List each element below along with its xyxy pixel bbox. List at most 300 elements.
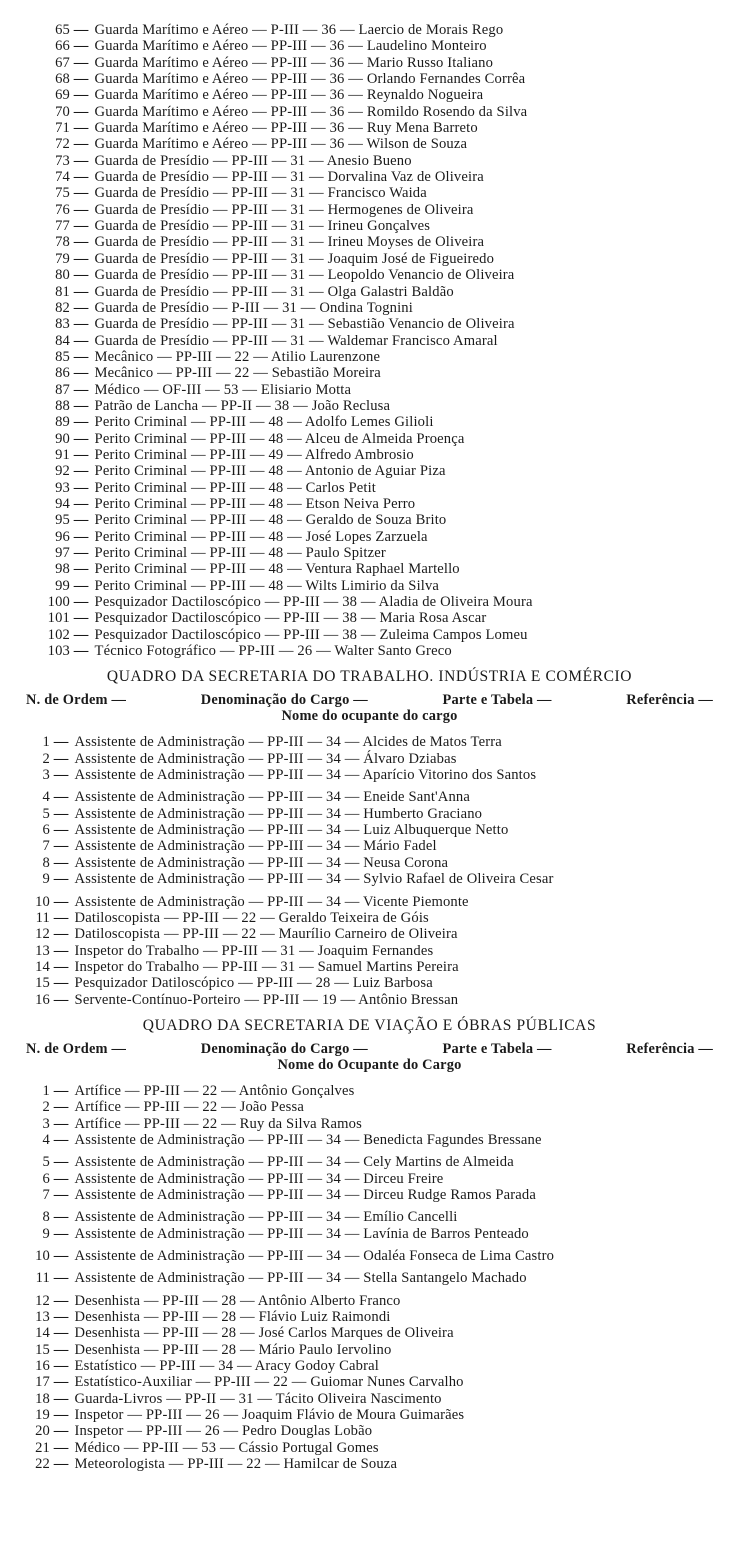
entry-text: Assistente de Administração — PP-III — 34 — Cely Martins de Almeida xyxy=(74,1154,514,1171)
list-item xyxy=(0,894,731,910)
header-referencia: Referência — xyxy=(626,1040,713,1057)
list-item xyxy=(0,1099,731,1115)
list-item xyxy=(0,22,731,38)
order-number: 83 xyxy=(55,316,70,333)
list-item xyxy=(0,71,731,87)
separator-dash: — xyxy=(50,909,69,926)
header-nome-ocupante: Nome do ocupante do cargo xyxy=(281,708,458,725)
entry-text: Pesquizador Dactiloscópico — PP-III — 38 — Aladia de Oliveira Moura xyxy=(94,594,533,611)
list-item xyxy=(0,1083,731,1099)
separator-dash: — xyxy=(50,1374,69,1391)
entry-text: Guarda de Presídio — PP-III — 31 — Leopoldo Venancio de Oliveira xyxy=(94,267,515,284)
list-item xyxy=(0,751,731,767)
separator-dash: — xyxy=(70,348,89,365)
list-item xyxy=(0,87,731,103)
entry-text: Perito Criminal — PP-III — 48 — Adolfo Lemes Gilioli xyxy=(94,414,434,431)
entry-text: Perito Criminal — PP-III — 48 — Alceu de Almeida Proença xyxy=(94,430,465,447)
entry-text: Datiloscopista — PP-III — 22 — Maurílio Carneiro de Oliveira xyxy=(74,926,458,943)
separator-dash: — xyxy=(50,805,69,822)
separator-dash: — xyxy=(50,1186,69,1203)
entry-text: Assistente de Administração — PP-III — 34 — Dirceu Freire xyxy=(74,1170,444,1187)
order-number: 90 xyxy=(55,430,70,447)
entry-text: Assistente de Administração — PP-III — 34 — Benedicta Fagundes Bressane xyxy=(74,1131,542,1148)
separator-dash: — xyxy=(50,1292,69,1309)
order-number: 4 xyxy=(42,1131,50,1148)
entry-text: Estatístico — PP-III — 34 — Aracy Godoy Cabral xyxy=(74,1358,379,1375)
order-number: 12 xyxy=(35,1292,50,1309)
separator-dash: — xyxy=(50,975,69,992)
personnel-list-continued xyxy=(0,22,731,659)
separator-dash: — xyxy=(50,1439,69,1456)
order-number: 78 xyxy=(55,234,70,251)
order-number: 101 xyxy=(47,610,70,627)
separator-dash: — xyxy=(70,152,89,169)
entry-text: Guarda Marítimo e Aéreo — PP-III — 36 — Mario Russo Italiano xyxy=(94,54,494,71)
order-number: 79 xyxy=(55,250,70,267)
personnel-list-trabalho xyxy=(0,734,731,1008)
list-item xyxy=(0,169,731,185)
order-number: 70 xyxy=(55,103,70,120)
entry-text: Médico — PP-III — 53 — Cássio Portugal Gomes xyxy=(74,1439,379,1456)
order-number: 1 xyxy=(42,1082,50,1099)
order-number: 15 xyxy=(35,975,50,992)
list-item xyxy=(0,1456,731,1472)
header-nome-ocupante: Nome do Ocupante do Cargo xyxy=(277,1056,462,1073)
order-number: 89 xyxy=(55,414,70,431)
column-header-viacao xyxy=(0,1041,731,1073)
section-title-trabalho: QUADRO DA SECRETARIA DO TRABALHO. INDÚSTRIA E COMÉRCIO xyxy=(106,668,633,686)
list-item xyxy=(0,1309,731,1325)
order-number: 87 xyxy=(55,381,70,398)
entry-text: Perito Criminal — PP-III — 49 — Alfredo Ambrosio xyxy=(94,446,414,463)
entry-text: Assistente de Administração — PP-III — 34 — Odaléa Fonseca de Lima Castro xyxy=(74,1248,555,1264)
list-item xyxy=(0,1116,731,1132)
separator-dash: — xyxy=(50,854,69,871)
separator-dash: — xyxy=(50,838,69,855)
separator-dash: — xyxy=(50,926,69,943)
separator-dash: — xyxy=(70,430,89,447)
order-number: 13 xyxy=(35,1309,50,1326)
order-number: 91 xyxy=(55,446,70,463)
order-number: 11 xyxy=(35,1270,50,1287)
list-item xyxy=(0,153,731,169)
list-item xyxy=(0,300,731,316)
order-number: 93 xyxy=(55,479,70,496)
entry-text: Pesquizador Dactiloscópico — PP-III — 38 — Zuleima Campos Lomeu xyxy=(94,626,528,643)
list-item xyxy=(0,959,731,975)
separator-dash: — xyxy=(70,545,89,561)
separator-dash: — xyxy=(50,789,69,806)
entry-text: Guarda de Presídio — PP-III — 31 — Waldemar Francisco Amaral xyxy=(94,332,498,349)
separator-dash: — xyxy=(70,414,89,431)
order-number: 5 xyxy=(42,1154,50,1171)
order-number: 19 xyxy=(35,1407,50,1424)
order-number: 74 xyxy=(55,169,70,186)
separator-dash: — xyxy=(70,234,89,251)
entry-text: Artífice — PP-III — 22 — Ruy da Silva Ramos xyxy=(74,1115,362,1132)
header-referencia: Referência — xyxy=(626,692,713,709)
entry-text: Assistente de Administração — PP-III — 34 — Aparício Vitorino dos Santos xyxy=(74,767,537,784)
entry-text: Técnico Fotográfico — PP-III — 26 — Walter Santo Greco xyxy=(94,643,452,660)
order-number: 14 xyxy=(35,1325,50,1342)
entry-text: Desenhista — PP-III — 28 — José Carlos Marques de Oliveira xyxy=(74,1325,454,1342)
entry-text: Datiloscopista — PP-III — 22 — Geraldo Teixeira de Góis xyxy=(74,909,429,926)
entry-text: Pesquizador Datiloscópico — PP-III — 28 — Luiz Barbosa xyxy=(74,975,433,992)
separator-dash: — xyxy=(70,218,89,235)
entry-text: Médico — OF-III — 53 — Elisiario Motta xyxy=(94,381,352,398)
entry-text: Assistente de Administração — PP-III — 34 — Álvaro Dziabas xyxy=(74,750,457,767)
list-item xyxy=(0,1423,731,1439)
list-item xyxy=(0,480,731,496)
order-number: 96 xyxy=(55,528,70,545)
entry-text: Guarda Marítimo e Aéreo — PP-III — 36 — Ruy Mena Barreto xyxy=(94,120,478,137)
separator-dash: — xyxy=(50,893,69,910)
list-item xyxy=(0,398,731,414)
separator-dash: — xyxy=(70,54,89,71)
separator-dash: — xyxy=(70,365,89,382)
separator-dash: — xyxy=(70,87,89,104)
order-number: 75 xyxy=(55,185,70,202)
entry-text: Guarda de Presídio — PP-III — 31 — Irineu Moyses de Oliveira xyxy=(94,234,485,251)
order-number: 21 xyxy=(35,1439,50,1456)
list-item xyxy=(0,627,731,643)
entry-text: Assistente de Administração — PP-III — 34 — Stella Santangelo Machado xyxy=(74,1270,527,1287)
separator-dash: — xyxy=(50,1358,69,1375)
order-number: 100 xyxy=(47,594,70,611)
header-ordem: N. de Ordem — xyxy=(26,1040,127,1057)
entry-text: Guarda de Presídio — PP-III — 31 — Olga Galastri Baldão xyxy=(94,283,454,300)
separator-dash: — xyxy=(70,610,89,627)
order-number: 3 xyxy=(42,767,50,784)
separator-dash: — xyxy=(70,22,89,38)
order-number: 98 xyxy=(55,561,70,578)
list-item xyxy=(0,992,731,1008)
entry-text: Guarda Marítimo e Aéreo — PP-III — 36 — Orlando Fernandes Corrêa xyxy=(94,71,526,88)
order-number: 13 xyxy=(35,942,50,959)
entry-text: Guarda Marítimo e Aéreo — PP-III — 36 — Reynaldo Nogueira xyxy=(94,87,484,104)
separator-dash: — xyxy=(50,750,69,767)
list-item xyxy=(0,333,731,349)
separator-dash: — xyxy=(50,1390,69,1407)
list-item xyxy=(0,610,731,626)
entry-text: Perito Criminal — PP-III — 48 — Geraldo de Souza Brito xyxy=(94,512,447,529)
list-item xyxy=(0,975,731,991)
order-number: 6 xyxy=(42,822,50,839)
entry-text: Assistente de Administração — PP-III — 34 — Vicente Piemonte xyxy=(74,893,469,910)
separator-dash: — xyxy=(70,479,89,496)
separator-dash: — xyxy=(70,316,89,333)
separator-dash: — xyxy=(70,283,89,300)
order-number: 65 xyxy=(55,22,70,38)
separator-dash: — xyxy=(70,463,89,480)
list-item xyxy=(0,267,731,283)
separator-dash: — xyxy=(50,1154,69,1171)
entry-text: Perito Criminal — PP-III — 48 — Paulo Spitzer xyxy=(94,545,386,561)
entry-text: Guarda de Presídio — PP-III — 31 — Anesio Bueno xyxy=(94,152,412,169)
order-number: 10 xyxy=(35,1248,50,1264)
separator-dash: — xyxy=(70,267,89,284)
list-item xyxy=(0,463,731,479)
header-cargo: Denominação do Cargo — xyxy=(200,692,368,709)
entry-text: Meteorologista — PP-III — 22 — Hamilcar de Souza xyxy=(74,1456,398,1473)
entry-text: Inspetor — PP-III — 26 — Pedro Douglas Lobão xyxy=(74,1423,373,1440)
order-number: 84 xyxy=(55,332,70,349)
order-number: 7 xyxy=(42,1186,50,1203)
order-number: 20 xyxy=(35,1423,50,1440)
list-item xyxy=(0,234,731,250)
order-number: 66 xyxy=(55,38,70,55)
list-item xyxy=(0,1270,731,1286)
header-parte-tabela: Parte e Tabela — xyxy=(442,692,552,709)
entry-text: Desenhista — PP-III — 28 — Mário Paulo Iervolino xyxy=(74,1341,392,1358)
separator-dash: — xyxy=(50,871,69,888)
separator-dash: — xyxy=(50,991,69,1008)
list-item xyxy=(0,496,731,512)
order-number: 5 xyxy=(42,805,50,822)
separator-dash: — xyxy=(70,528,89,545)
list-item xyxy=(0,202,731,218)
separator-dash: — xyxy=(70,446,89,463)
list-item xyxy=(0,382,731,398)
order-number: 94 xyxy=(55,495,70,512)
list-item xyxy=(0,38,731,54)
separator-dash: — xyxy=(50,1423,69,1440)
order-number: 97 xyxy=(55,545,70,561)
order-number: 102 xyxy=(47,626,70,643)
order-number: 16 xyxy=(35,991,50,1008)
list-item xyxy=(0,136,731,152)
list-item xyxy=(0,1187,731,1203)
order-number: 71 xyxy=(55,120,70,137)
separator-dash: — xyxy=(70,512,89,529)
list-item xyxy=(0,316,731,332)
list-item xyxy=(0,1391,731,1407)
entry-text: Assistente de Administração — PP-III — 34 — Dirceu Rudge Ramos Parada xyxy=(74,1186,537,1203)
entry-text: Inspetor do Trabalho — PP-III — 31 — Joaquim Fernandes xyxy=(74,942,434,959)
separator-dash: — xyxy=(50,1341,69,1358)
entry-text: Guarda de Presídio — PP-III — 31 — Irineu Gonçalves xyxy=(94,218,431,235)
separator-dash: — xyxy=(70,643,89,660)
entry-text: Guarda Marítimo e Aéreo — PP-III — 36 — Romildo Rosendo da Silva xyxy=(94,103,528,120)
order-number: 92 xyxy=(55,463,70,480)
order-number: 22 xyxy=(35,1456,50,1473)
separator-dash: — xyxy=(70,397,89,414)
list-item xyxy=(0,1374,731,1390)
list-item xyxy=(0,185,731,201)
list-item xyxy=(0,447,731,463)
list-item xyxy=(0,1440,731,1456)
list-item xyxy=(0,120,731,136)
entry-text: Perito Criminal — PP-III — 48 — Ventura Raphael Martello xyxy=(94,561,460,578)
list-item xyxy=(0,1358,731,1374)
order-number: 67 xyxy=(55,54,70,71)
separator-dash: — xyxy=(70,594,89,611)
list-item xyxy=(0,643,731,659)
separator-dash: — xyxy=(70,169,89,186)
order-number: 81 xyxy=(55,283,70,300)
list-item xyxy=(0,104,731,120)
entry-text: Inspetor — PP-III — 26 — Joaquim Flávio de Moura Guimarães xyxy=(74,1407,465,1424)
order-number: 85 xyxy=(55,348,70,365)
entry-text: Assistente de Administração — PP-III — 34 — Neusa Corona xyxy=(74,854,449,871)
entry-text: Guarda-Livros — PP-II — 31 — Tácito Oliveira Nascimento xyxy=(74,1390,442,1407)
entry-text: Guarda de Presídio — P-III — 31 — Ondina Tognini xyxy=(94,299,413,316)
entry-text: Perito Criminal — PP-III — 48 — Etson Neiva Perro xyxy=(94,495,416,512)
list-item xyxy=(0,594,731,610)
order-number: 76 xyxy=(55,201,70,218)
list-item xyxy=(0,1248,731,1264)
entry-text: Assistente de Administração — PP-III — 34 — Eneide Sant'Anna xyxy=(74,789,471,806)
section-title-viacao: QUADRO DA SECRETARIA DE VIAÇÃO E ÓBRAS PÚBLICAS xyxy=(142,1016,597,1034)
separator-dash: — xyxy=(50,1407,69,1424)
separator-dash: — xyxy=(70,495,89,512)
entry-text: Guarda de Presídio — PP-III — 31 — Hermogenes de Oliveira xyxy=(94,201,474,218)
list-item xyxy=(0,943,731,959)
order-number: 86 xyxy=(55,365,70,382)
order-number: 1 xyxy=(42,734,50,751)
separator-dash: — xyxy=(70,201,89,218)
entry-text: Assistente de Administração — PP-III — 34 — Emílio Cancelli xyxy=(74,1209,458,1226)
entry-text: Assistente de Administração — PP-III — 34 — Mário Fadel xyxy=(74,838,437,855)
list-item xyxy=(0,578,731,594)
entry-text: Desenhista — PP-III — 28 — Antônio Alberto Franco xyxy=(74,1292,401,1309)
entry-text: Assistente de Administração — PP-III — 34 — Humberto Graciano xyxy=(74,805,483,822)
separator-dash: — xyxy=(70,120,89,137)
separator-dash: — xyxy=(70,185,89,202)
order-number: 7 xyxy=(42,838,50,855)
separator-dash: — xyxy=(50,1170,69,1187)
order-number: 77 xyxy=(55,218,70,235)
order-number: 17 xyxy=(35,1374,50,1391)
list-item xyxy=(0,838,731,854)
order-number: 72 xyxy=(55,136,70,153)
separator-dash: — xyxy=(50,958,69,975)
list-item xyxy=(0,218,731,234)
entry-text: Guarda Marítimo e Aéreo — PP-III — 36 — Laudelino Monteiro xyxy=(94,38,487,55)
list-item xyxy=(0,431,731,447)
separator-dash: — xyxy=(70,561,89,578)
order-number: 18 xyxy=(35,1390,50,1407)
order-number: 16 xyxy=(35,1358,50,1375)
list-item xyxy=(0,910,731,926)
entry-text: Patrão de Lancha — PP-II — 38 — João Reclusa xyxy=(94,397,391,414)
list-item xyxy=(0,806,731,822)
list-item xyxy=(0,871,731,887)
list-item xyxy=(0,1407,731,1423)
order-number: 8 xyxy=(42,1209,50,1226)
list-item xyxy=(0,251,731,267)
entry-text: Mecânico — PP-III — 22 — Sebastião Moreira xyxy=(94,365,381,382)
list-item xyxy=(0,512,731,528)
entry-text: Artífice — PP-III — 22 — João Pessa xyxy=(74,1099,304,1116)
list-item xyxy=(0,1293,731,1309)
order-number: 95 xyxy=(55,512,70,529)
order-number: 68 xyxy=(55,71,70,88)
list-item xyxy=(0,561,731,577)
entry-text: Artífice — PP-III — 22 — Antônio Gonçalves xyxy=(74,1082,355,1099)
list-item xyxy=(0,1154,731,1170)
entry-text: Guarda de Presídio — PP-III — 31 — Joaquim José de Figueiredo xyxy=(94,250,495,267)
entry-text: Servente-Contínuo-Porteiro — PP-III — 19 — Antônio Bressan xyxy=(74,991,459,1008)
order-number: 103 xyxy=(47,643,70,660)
header-cargo: Denominação do Cargo — xyxy=(200,1040,368,1057)
separator-dash: — xyxy=(50,1248,69,1264)
entry-text: Inspetor do Trabalho — PP-III — 31 — Samuel Martins Pereira xyxy=(74,958,459,975)
separator-dash: — xyxy=(50,734,69,751)
order-number: 9 xyxy=(42,1225,50,1242)
list-item xyxy=(0,1342,731,1358)
entry-text: Guarda de Presídio — PP-III — 31 — Francisco Waida xyxy=(94,185,427,202)
separator-dash: — xyxy=(70,299,89,316)
list-item xyxy=(0,767,731,783)
separator-dash: — xyxy=(50,1131,69,1148)
order-number: 88 xyxy=(55,397,70,414)
separator-dash: — xyxy=(50,1325,69,1342)
order-number: 99 xyxy=(55,577,70,594)
separator-dash: — xyxy=(70,71,89,88)
entry-text: Perito Criminal — PP-III — 48 — Wilts Limirio da Silva xyxy=(94,577,440,594)
separator-dash: — xyxy=(50,1456,69,1473)
separator-dash: — xyxy=(50,1270,69,1287)
entry-text: Perito Criminal — PP-III — 48 — Carlos Petit xyxy=(94,479,376,496)
separator-dash: — xyxy=(50,822,69,839)
list-item xyxy=(0,545,731,561)
entry-text: Perito Criminal — PP-III — 48 — Antonio de Aguiar Piza xyxy=(94,463,446,480)
separator-dash: — xyxy=(70,381,89,398)
list-item xyxy=(0,1325,731,1341)
entry-text: Perito Criminal — PP-III — 48 — José Lopes Zarzuela xyxy=(94,528,428,545)
order-number: 2 xyxy=(42,1099,50,1116)
separator-dash: — xyxy=(50,1082,69,1099)
separator-dash: — xyxy=(70,250,89,267)
entry-text: Estatístico-Auxiliar — PP-III — 22 — Guiomar Nunes Carvalho xyxy=(74,1374,464,1391)
separator-dash: — xyxy=(70,332,89,349)
separator-dash: — xyxy=(50,1209,69,1226)
list-item xyxy=(0,365,731,381)
separator-dash: — xyxy=(50,1099,69,1116)
order-number: 69 xyxy=(55,87,70,104)
separator-dash: — xyxy=(50,1115,69,1132)
order-number: 11 xyxy=(35,909,50,926)
list-item xyxy=(0,349,731,365)
separator-dash: — xyxy=(70,103,89,120)
separator-dash: — xyxy=(50,1225,69,1242)
order-number: 2 xyxy=(42,750,50,767)
order-number: 12 xyxy=(35,926,50,943)
order-number: 4 xyxy=(42,789,50,806)
list-item xyxy=(0,1132,731,1148)
order-number: 3 xyxy=(42,1115,50,1132)
header-ordem: N. de Ordem — xyxy=(26,692,127,709)
list-item xyxy=(0,789,731,805)
order-number: 80 xyxy=(55,267,70,284)
entry-text: Assistente de Administração — PP-III — 34 — Alcides de Matos Terra xyxy=(74,734,502,751)
list-item xyxy=(0,1171,731,1187)
entry-text: Guarda Marítimo e Aéreo — PP-III — 36 — Wilson de Souza xyxy=(94,136,468,153)
list-item xyxy=(0,414,731,430)
entry-text: Assistente de Administração — PP-III — 34 — Luiz Albuquerque Netto xyxy=(74,822,509,839)
list-item xyxy=(0,734,731,750)
list-item xyxy=(0,926,731,942)
entry-text: Guarda de Presídio — PP-III — 31 — Sebastião Venancio de Oliveira xyxy=(94,316,515,333)
separator-dash: — xyxy=(50,767,69,784)
order-number: 73 xyxy=(55,152,70,169)
order-number: 10 xyxy=(35,893,50,910)
list-item xyxy=(0,855,731,871)
separator-dash: — xyxy=(50,942,69,959)
entry-text: Assistente de Administração — PP-III — 34 — Lavínia de Barros Penteado xyxy=(74,1225,529,1242)
separator-dash: — xyxy=(70,38,89,55)
